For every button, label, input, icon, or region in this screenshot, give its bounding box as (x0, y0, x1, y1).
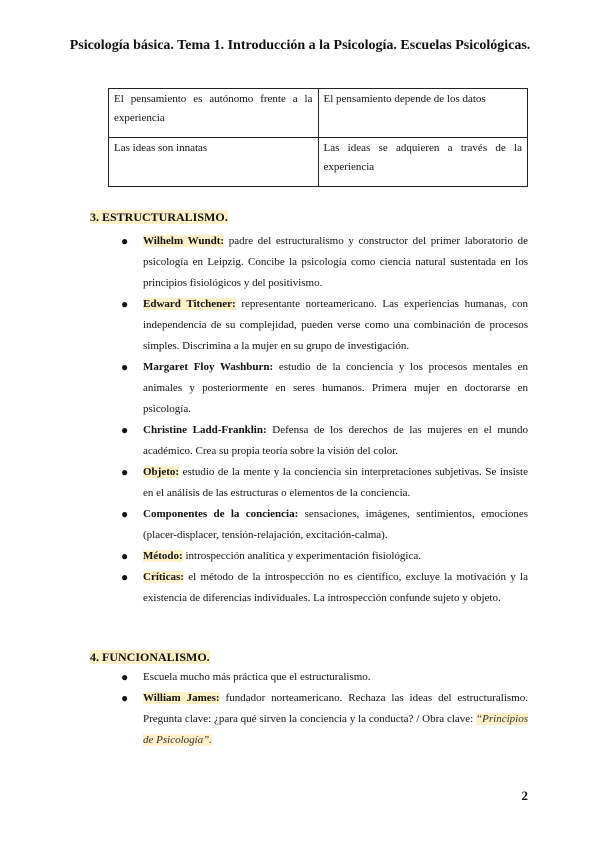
list-item (120, 231, 528, 294)
list-item (120, 546, 528, 567)
item-term: Christine Ladd-Franklin: (143, 424, 267, 436)
list-item (120, 688, 528, 751)
item-text: introspección analítica y experimentación fisiológica. (182, 550, 421, 562)
table-cell: El pensamiento es autónomo frente a la experiencia (109, 89, 319, 138)
bullet-icon: ● (121, 423, 129, 437)
list-item (120, 462, 528, 504)
table-row (109, 89, 528, 138)
bullet-icon: ● (121, 507, 129, 521)
bullet-icon: ● (121, 570, 129, 584)
item-term: Método: (143, 550, 183, 562)
item-text: el método de la introspección no es científico, excluye la motivación y la existencia de diferencias individuales. La introspección confunde sujeto y objeto. (143, 571, 528, 604)
bullet-icon: ● (121, 549, 129, 563)
item-text: estudio de la conciencia y los procesos mentales en animales y posteriormente en seres humanos. Primera mujer en doctorarse en psicología. (143, 361, 528, 415)
bullet-icon: ● (121, 691, 129, 705)
table-cell: Las ideas se adquieren a través de la experiencia (318, 138, 528, 187)
item-text: sensaciones, imágenes, sentimientos, emociones (placer-displacer, tensión-relajación, excitación-calma). (143, 508, 528, 541)
item-text: Escuela mucho más práctica que el estructuralismo. (143, 671, 371, 683)
list-item (120, 294, 528, 357)
bullet-icon: ● (121, 234, 129, 248)
item-term: William James: (143, 692, 220, 704)
bullet-icon: ● (121, 465, 129, 479)
list-item (120, 567, 528, 609)
section-heading-text: 3. ESTRUCTURALISMO. (90, 210, 228, 224)
list-item (120, 420, 528, 462)
item-term: Wilhelm Wundt: (143, 235, 225, 247)
item-text: Defensa de los derechos de las mujeres en el mundo académico. Crea su propia teoría sobre la visión del color. (143, 424, 528, 457)
page-title: Psicología básica. Tema 1. Introducción a la Psicología. Escuelas Psicológicas. (69, 38, 531, 53)
bullet-icon: ● (121, 297, 129, 311)
table-row (109, 138, 528, 187)
section-heading-text: 4. FUNCIONALISMO. (90, 650, 210, 664)
item-text: representante norteamericano. Las experiencias humanas, con independencia de su complejidad, pueden verse como una combinación de procesos simples. Discrimina a la mujer en su grupo de investigación. (143, 298, 528, 352)
item-term: Críticas: (143, 571, 184, 583)
table-cell: Las ideas son innatas (109, 138, 319, 187)
section-heading-estructuralismo (90, 210, 228, 225)
list-item (120, 667, 528, 688)
bullet-icon: ● (121, 670, 129, 684)
item-term: Objeto: (143, 466, 180, 478)
item-term: Componentes de la conciencia: (143, 508, 299, 520)
list-item (120, 504, 528, 546)
bullet-icon: ● (121, 360, 129, 374)
item-term: Margaret Floy Washburn: (143, 361, 274, 373)
funcionalismo-list (120, 667, 528, 751)
item-text: estudio de la mente y la conciencia sin interpretaciones subjetivas. Se insiste en el análisis de las estructuras o elementos de la conciencia. (143, 466, 528, 499)
list-item (120, 357, 528, 420)
item-text: padre del estructuralismo y constructor del primer laboratorio de psicología en Leipzig. Concibe la psicología como ciencia natural sustentada en los principios fisiológicos y del positivismo. (143, 235, 528, 289)
comparison-table (108, 88, 528, 187)
item-term: Edward Titchener: (143, 298, 236, 310)
table-cell: El pensamiento depende de los datos (318, 89, 528, 138)
page-number: 2 (521, 788, 528, 803)
section-heading-funcionalismo (90, 650, 210, 665)
estructuralismo-list (120, 231, 528, 609)
item-text: fundador norteamericano. Rechaza las ideas del estructuralismo. Pregunta clave: ¿para qué sirven la conciencia y la conducta? / Obra clave: (143, 692, 528, 725)
work-title: “Principios de Psicología”. (143, 713, 528, 746)
